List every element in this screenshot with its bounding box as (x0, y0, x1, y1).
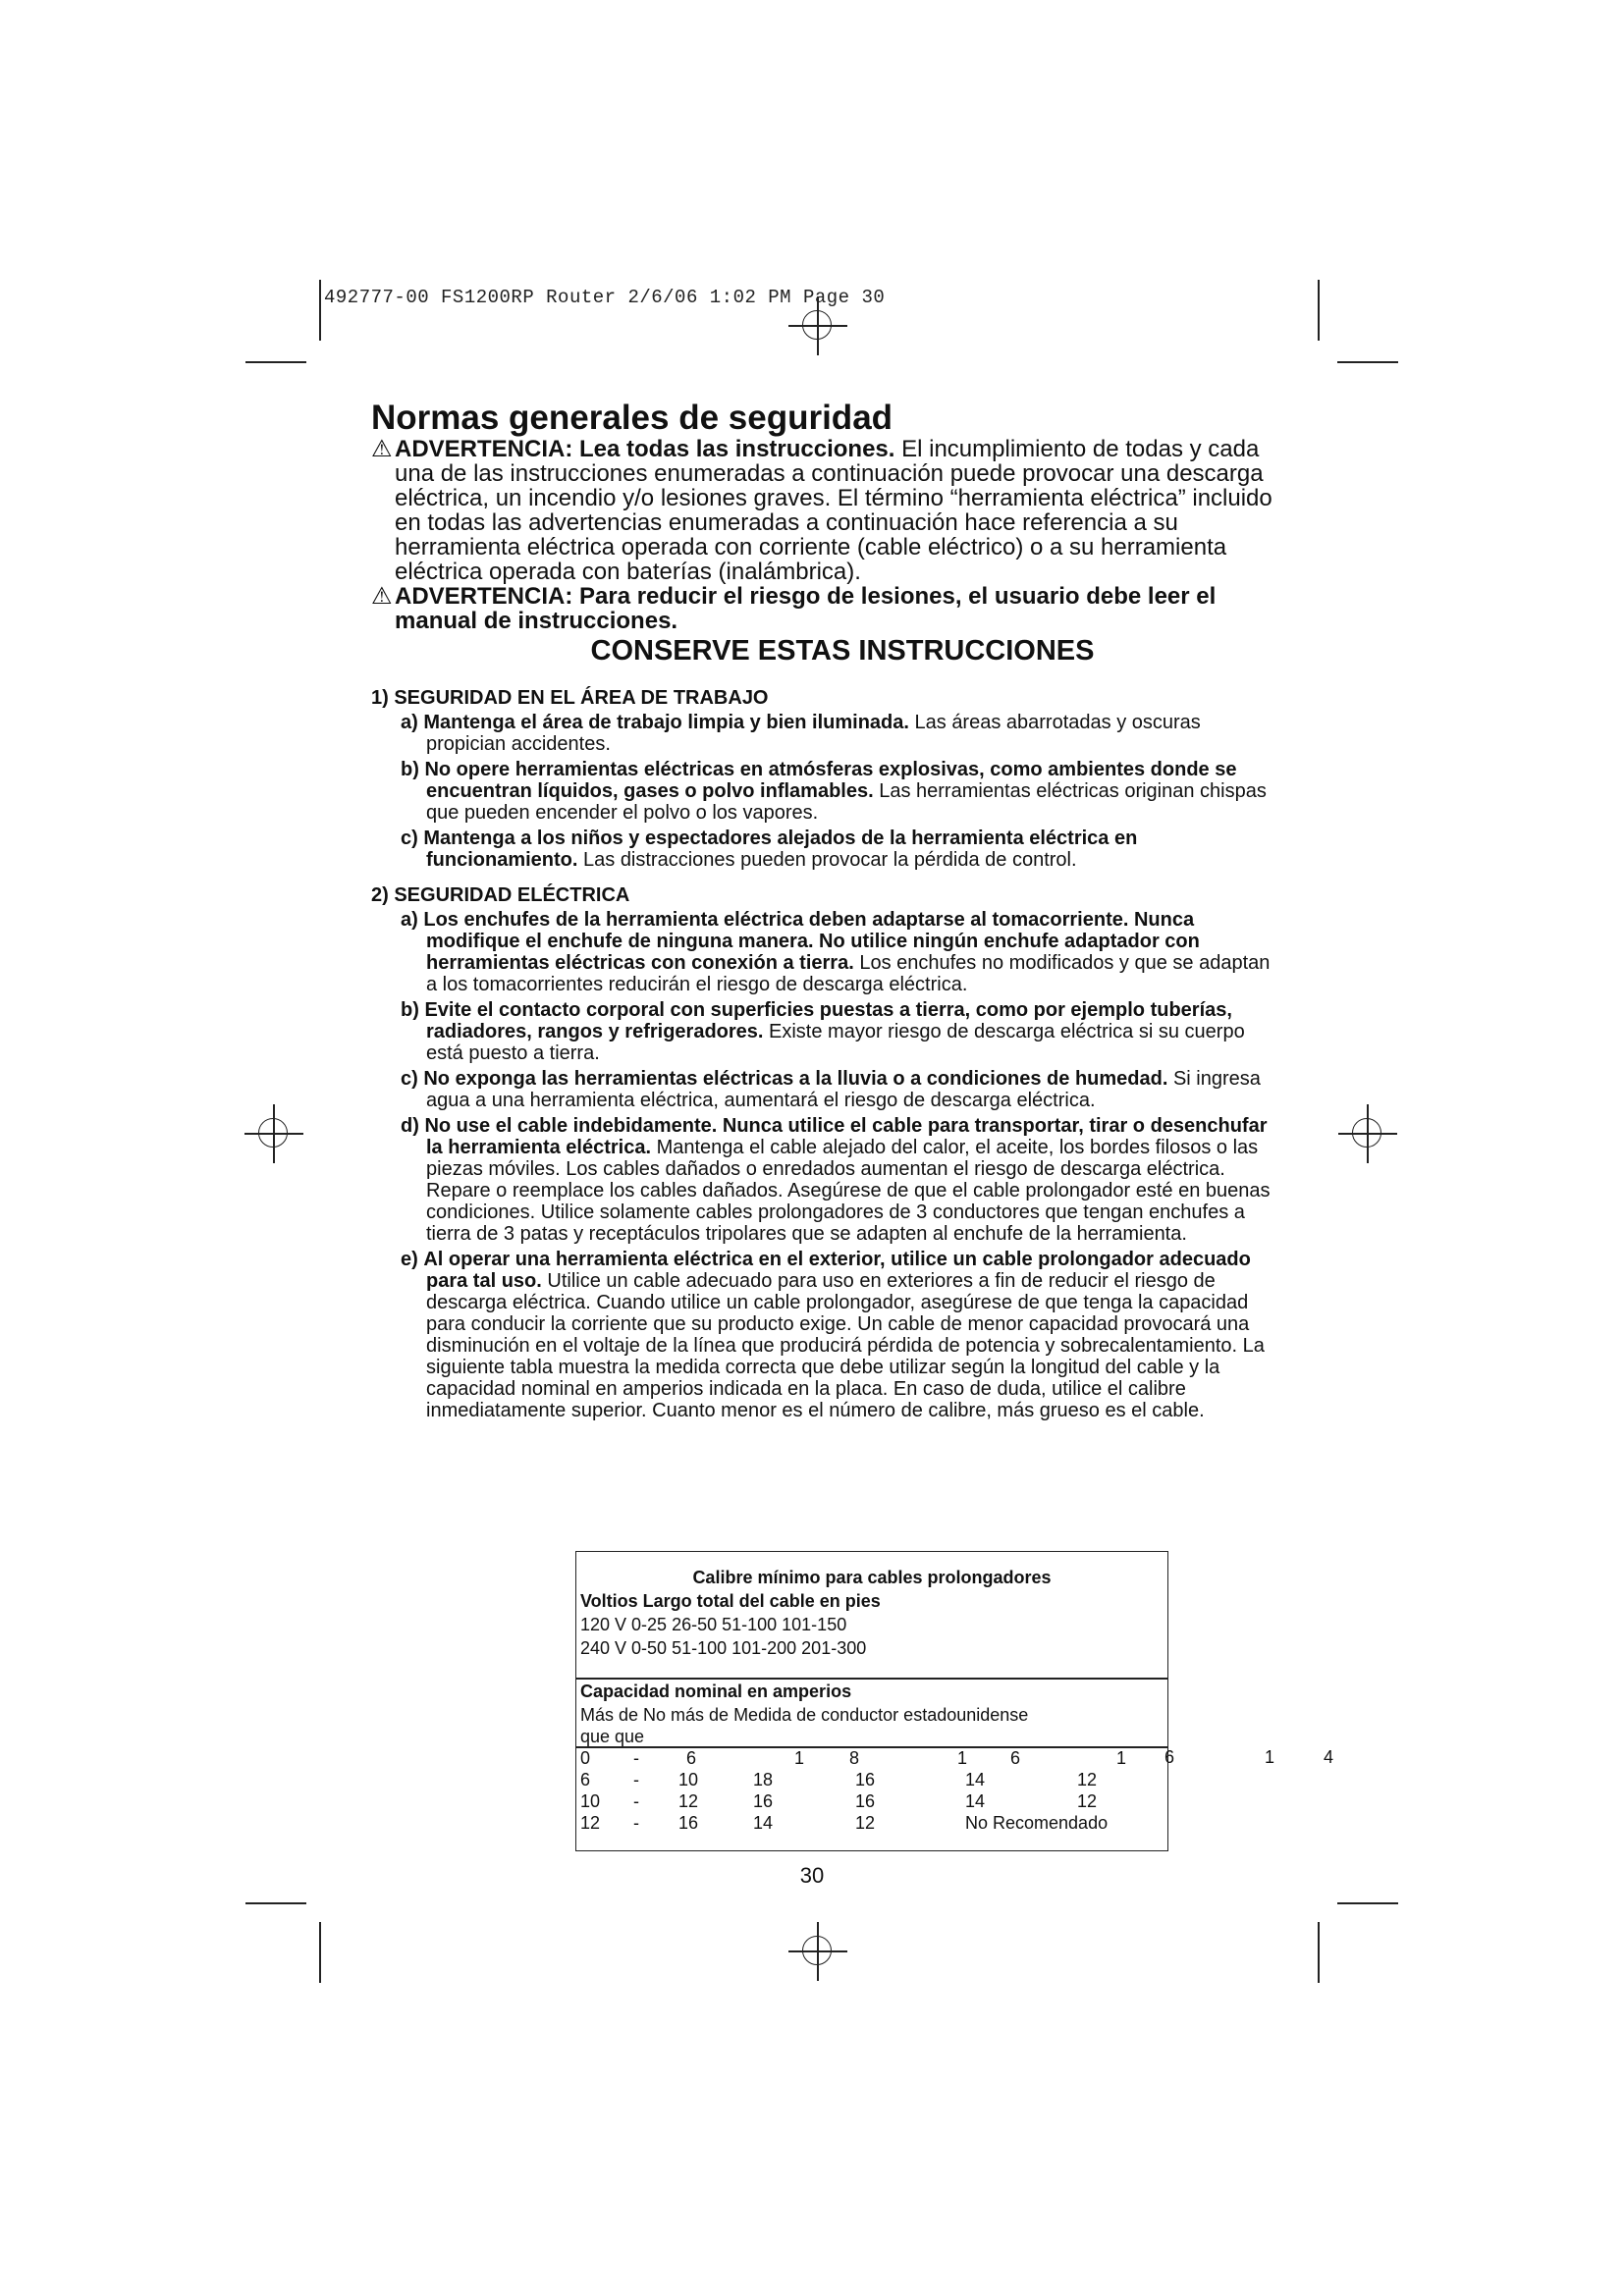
section-title: 1) SEGURIDAD EN EL ÁREA DE TRABAJO (371, 686, 769, 709)
list-item: d) No use el cable indebidamente. Nunca utilice el cable para transportar, tirar o desenchufar la herramienta eléctrica. Mantenga el cable alejado del calor, el aceite, los bordes filosos o las piezas móviles. Los cables dañados o enredados aumentan el riesgo de descarga eléctrica. Repare o reemplace los cables dañados. Asegúrese de que el cable prolongador esté en buenas condiciones. Utilice solamente cables prolongadores de 3 conductores que tengan enchufes a tierra de 3 patas y receptáculos tripolares que se adapten al enchufe de la herramienta. (401, 1114, 1271, 1245)
table-cell: 16 (855, 1770, 876, 1789)
crop-mark (319, 1922, 321, 1983)
warning-icon: ⚠ (371, 582, 393, 610)
page-number: 30 (799, 1863, 825, 1888)
table-overflow-cell: 1 (1265, 1747, 1275, 1767)
conserve-heading: CONSERVE ESTAS INSTRUCCIONES (590, 634, 1095, 667)
table-cell: 12 (678, 1791, 699, 1811)
table-cell: 14 (965, 1791, 986, 1811)
table-cell: 12 (1077, 1770, 1098, 1789)
table-cell: 16 (678, 1813, 699, 1833)
table-cell: 16 (855, 1791, 876, 1811)
warning-label: ADVERTENCIA: Para reducir el riesgo de lesiones, el usuario debe leer el manual de instrucciones. (395, 582, 1217, 634)
print-header: 492777-00 FS1200RP Router 2/6/06 1:02 PM Page 30 (324, 287, 886, 308)
table-divider (576, 1678, 1167, 1680)
list-item: b) Evite el contacto corporal con superficies puestas a tierra, como por ejemplo tuberías, radiadores, rangos y refrigeradores. Existe mayor riesgo de descarga eléctrica si su cuerpo está puesto a tierra. (401, 998, 1245, 1064)
crop-mark (1337, 361, 1398, 363)
registration-mark-icon (1338, 1104, 1397, 1163)
list-item: c) Mantenga a los niños y espectadores alejados de la herramienta eléctrica en funcionamiento. Las distracciones pueden provocar la pérdida de control. (401, 827, 1138, 871)
page-content (371, 400, 1274, 1425)
table-cell: 14 (753, 1813, 774, 1833)
warning-1 (371, 437, 1274, 584)
page-title: Normas generales de seguridad (371, 399, 893, 437)
crop-mark (1318, 280, 1320, 341)
crop-mark (1318, 1922, 1320, 1983)
crop-mark (245, 361, 306, 363)
table-cell: 1 (794, 1748, 805, 1768)
table-cell: - (633, 1791, 639, 1811)
table-overflow-cell: 6 (1164, 1747, 1175, 1767)
list-item: c) No exponga las herramientas eléctricas a la lluvia o a condiciones de humedad. Si ingresa agua a una herramienta eléctrica, aumentará el riesgo de descarga eléctrica. (401, 1067, 1261, 1111)
table-cell: 1 (957, 1748, 968, 1768)
crop-mark (245, 1902, 306, 1904)
table-cell: 12 (855, 1813, 876, 1833)
table-overflow-cell: 4 (1324, 1747, 1334, 1767)
table-cell: 10 (580, 1791, 601, 1811)
table-divider (576, 1746, 1167, 1748)
table-cell: 8 (849, 1748, 860, 1768)
table-cell: 6 (1010, 1748, 1021, 1768)
table-cell: 1 (1116, 1748, 1127, 1768)
table-cell: 12 (1077, 1791, 1098, 1811)
table-row-120v: 120 V 0-25 26-50 51-100 101-150 (580, 1615, 847, 1634)
table-cell: 16 (753, 1791, 774, 1811)
table-cell: - (633, 1770, 639, 1789)
list-item: a) Mantenga el área de trabajo limpia y bien iluminada. Las áreas abarrotadas y oscuras propician accidentes. (401, 711, 1201, 755)
registration-mark-icon (244, 1104, 303, 1163)
table-amps-header: Capacidad nominal en amperios (580, 1682, 852, 1701)
table-cell: 6 (686, 1748, 697, 1768)
registration-mark-icon (788, 1922, 847, 1981)
table-cell: 10 (678, 1770, 699, 1789)
table-cell: 18 (753, 1770, 774, 1789)
crop-mark (319, 280, 321, 341)
warning-icon: ⚠ (371, 435, 393, 462)
warning-text: El incumplimiento de todas y cada una de las instrucciones enumeradas a continuación puede provocar una descarga eléctrica, un incendio y/o lesiones graves. El término “herramienta eléctrica” incluido en todas las advertencias enumeradas a continuación hace referencia a su herramienta eléctrica operada con corriente (cable eléctrico) o a su herramienta eléctrica operada con baterías (inalámbrica). (395, 435, 1272, 585)
table-cell: - (633, 1813, 639, 1833)
section-title: 2) SEGURIDAD ELÉCTRICA (371, 883, 630, 906)
table-cell: 0 (580, 1748, 591, 1768)
table-row-240v: 240 V 0-50 51-100 101-200 201-300 (580, 1638, 867, 1658)
table-cell: No Recomendado (965, 1813, 1109, 1833)
table-sub-header: que que (580, 1727, 645, 1746)
table-cell: - (633, 1748, 639, 1768)
cord-gauge-table (575, 1551, 1168, 1851)
table-volts-header: Voltios Largo total del cable en pies (580, 1591, 881, 1611)
list-item: b) No opere herramientas eléctricas en atmósferas explosivas, como ambientes donde se encuentran líquidos, gases o polvo inflamables. Las herramientas eléctricas originan chispas que pueden encender el polvo o los vapores. (401, 758, 1267, 824)
table-cell: 14 (965, 1770, 986, 1789)
table-cell: 12 (580, 1813, 601, 1833)
warning-label: ADVERTENCIA: Lea todas las instrucciones. (395, 435, 895, 462)
warning-2 (371, 584, 1274, 633)
table-sub-header: Más de No más de Medida de conductor estadounidense (580, 1705, 1029, 1725)
table-cell: 6 (580, 1770, 591, 1789)
crop-mark (1337, 1902, 1398, 1904)
list-item: e) Al operar una herramienta eléctrica en el exterior, utilice un cable prolongador adecuado para tal uso. Utilice un cable adecuado para uso en exteriores a fin de reducir el riesgo de descarga eléctrica. Cuando utilice un cable prolongador, asegúrese de que tenga la capacidad para conducir la corriente que su producto exige. Un cable de menor capacidad provocará una disminución en el voltaje de la línea que producirá pérdida de potencia y sobrecalentamiento. La siguiente tabla muestra la medida correcta que debe utilizar según la longitud del cable y la capacidad nominal en amperios indicada en la placa. En caso de duda, utilice el calibre inmediatamente superior. Cuanto menor es el número de calibre, más grueso es el cable. (401, 1248, 1265, 1421)
list-item: a) Los enchufes de la herramienta eléctrica deben adaptarse al tomacorriente. Nunca modifique el enchufe de ninguna manera. No utilice ningún enchufe adaptador con herramientas eléctricas con conexión a tierra. Los enchufes no modificados y que se adaptan a los tomacorrientes reducirán el riesgo de descarga eléctrica. (401, 908, 1271, 995)
table-caption: Calibre mínimo para cables prolongadores (692, 1568, 1052, 1587)
